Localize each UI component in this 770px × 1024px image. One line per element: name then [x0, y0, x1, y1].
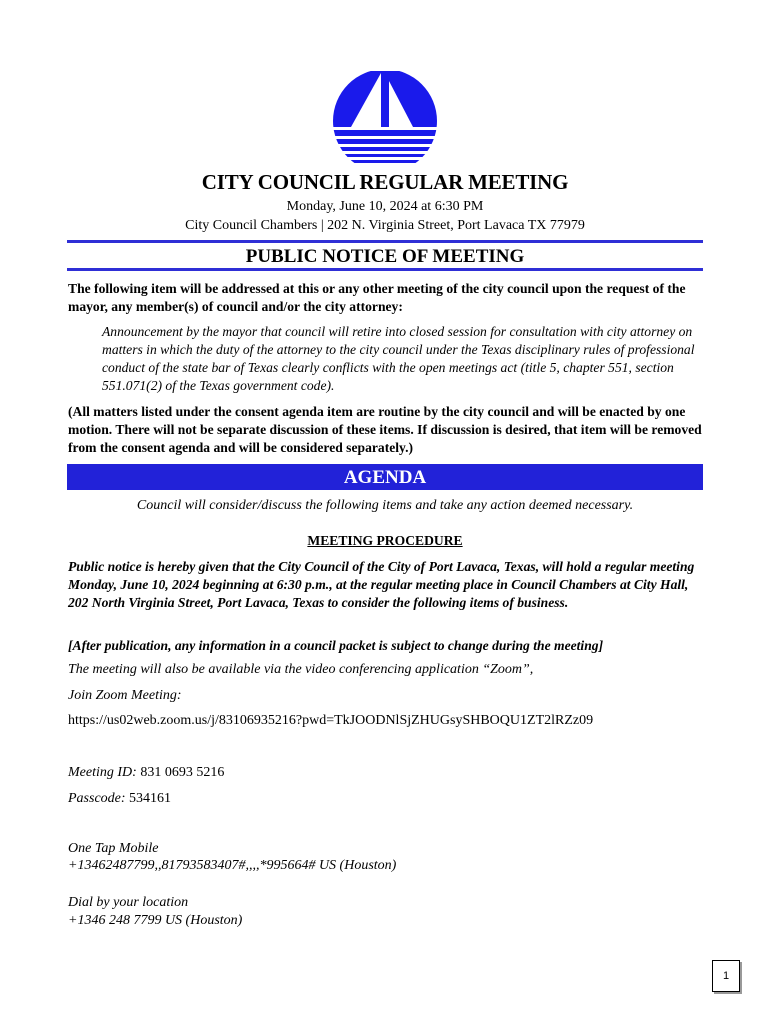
- zoom-note: The meeting will also be available via the video conferencing application “Zoom”,: [68, 662, 534, 677]
- agenda-heading: AGENDA: [67, 464, 703, 490]
- page-number: 1: [712, 960, 740, 992]
- consent-agenda-note: (All matters listed under the consent agenda item are routine by the city council and will be enacted by one motion. There will not be separate discussion of these items. If discussion is desired, that item will be removed from the consent agenda and will be considered separately.): [68, 404, 702, 455]
- meeting-location: City Council Chambers | 202 N. Virginia Street, Port Lavaca TX 77979: [185, 218, 585, 233]
- dial-number: +1346 248 7799 US (Houston): [68, 913, 243, 928]
- public-notice-text: Public notice is hereby given that the City Council of the City of Port Lavaca, Texas, will hold a regular meeting Monday, June 10, 2024 beginning at 6:30 p.m., at the regular meeting place in Council Chambers at City Hall, 202 North Virginia Street, Port Lavaca, Texas to consider the following items of business.: [68, 559, 695, 610]
- closed-session-announcement: Announcement by the mayor that council will retire into closed session for consultation with city attorney on matters in which the duty of the attorney to the city council under the Texas disciplinary rules of professional conduct of the state bar of Texas clearly conflicts with the open meetings act (title 5, chapter 551, section 551.071(2) of the Texas government code).: [102, 324, 695, 393]
- meeting-id-label: Meeting ID:: [68, 765, 137, 780]
- dial-label: Dial by your location: [68, 895, 189, 910]
- city-logo: [331, 71, 439, 166]
- divider-bottom: [67, 268, 703, 271]
- procedure-heading: MEETING PROCEDURE: [307, 533, 463, 548]
- meeting-id-row: [68, 765, 224, 781]
- meeting-id-value: 831 0693 5216: [140, 765, 225, 780]
- passcode-row: [68, 791, 171, 807]
- zoom-link[interactable]: https://us02web.zoom.us/j/83106935216?pwd=TkJOODNlSjZHUGsySHBOQU1ZT2lRZz09: [68, 713, 594, 728]
- passcode-value: 534161: [129, 791, 172, 806]
- join-zoom-label: Join Zoom Meeting:: [68, 688, 182, 703]
- notice-intro: The following item will be addressed at this or any other meeting of the city council upon the request of the mayor, any member(s) of council and/or the city attorney:: [68, 281, 686, 314]
- divider-top: [67, 240, 703, 243]
- passcode-label: Passcode:: [68, 791, 126, 806]
- one-tap-label: One Tap Mobile: [68, 841, 159, 856]
- page-title: CITY COUNCIL REGULAR MEETING: [201, 170, 569, 194]
- one-tap-number: +13462487799,,81793583407#,,,,*995664# US (Houston): [68, 858, 397, 873]
- notice-heading: PUBLIC NOTICE OF MEETING: [245, 246, 525, 267]
- agenda-subtitle: Council will consider/discuss the following items and take any action deemed necessary.: [136, 498, 634, 513]
- meeting-date: Monday, June 10, 2024 at 6:30 PM: [286, 199, 484, 214]
- publication-note: [After publication, any information in a council packet is subject to change during the meeting]: [68, 638, 604, 653]
